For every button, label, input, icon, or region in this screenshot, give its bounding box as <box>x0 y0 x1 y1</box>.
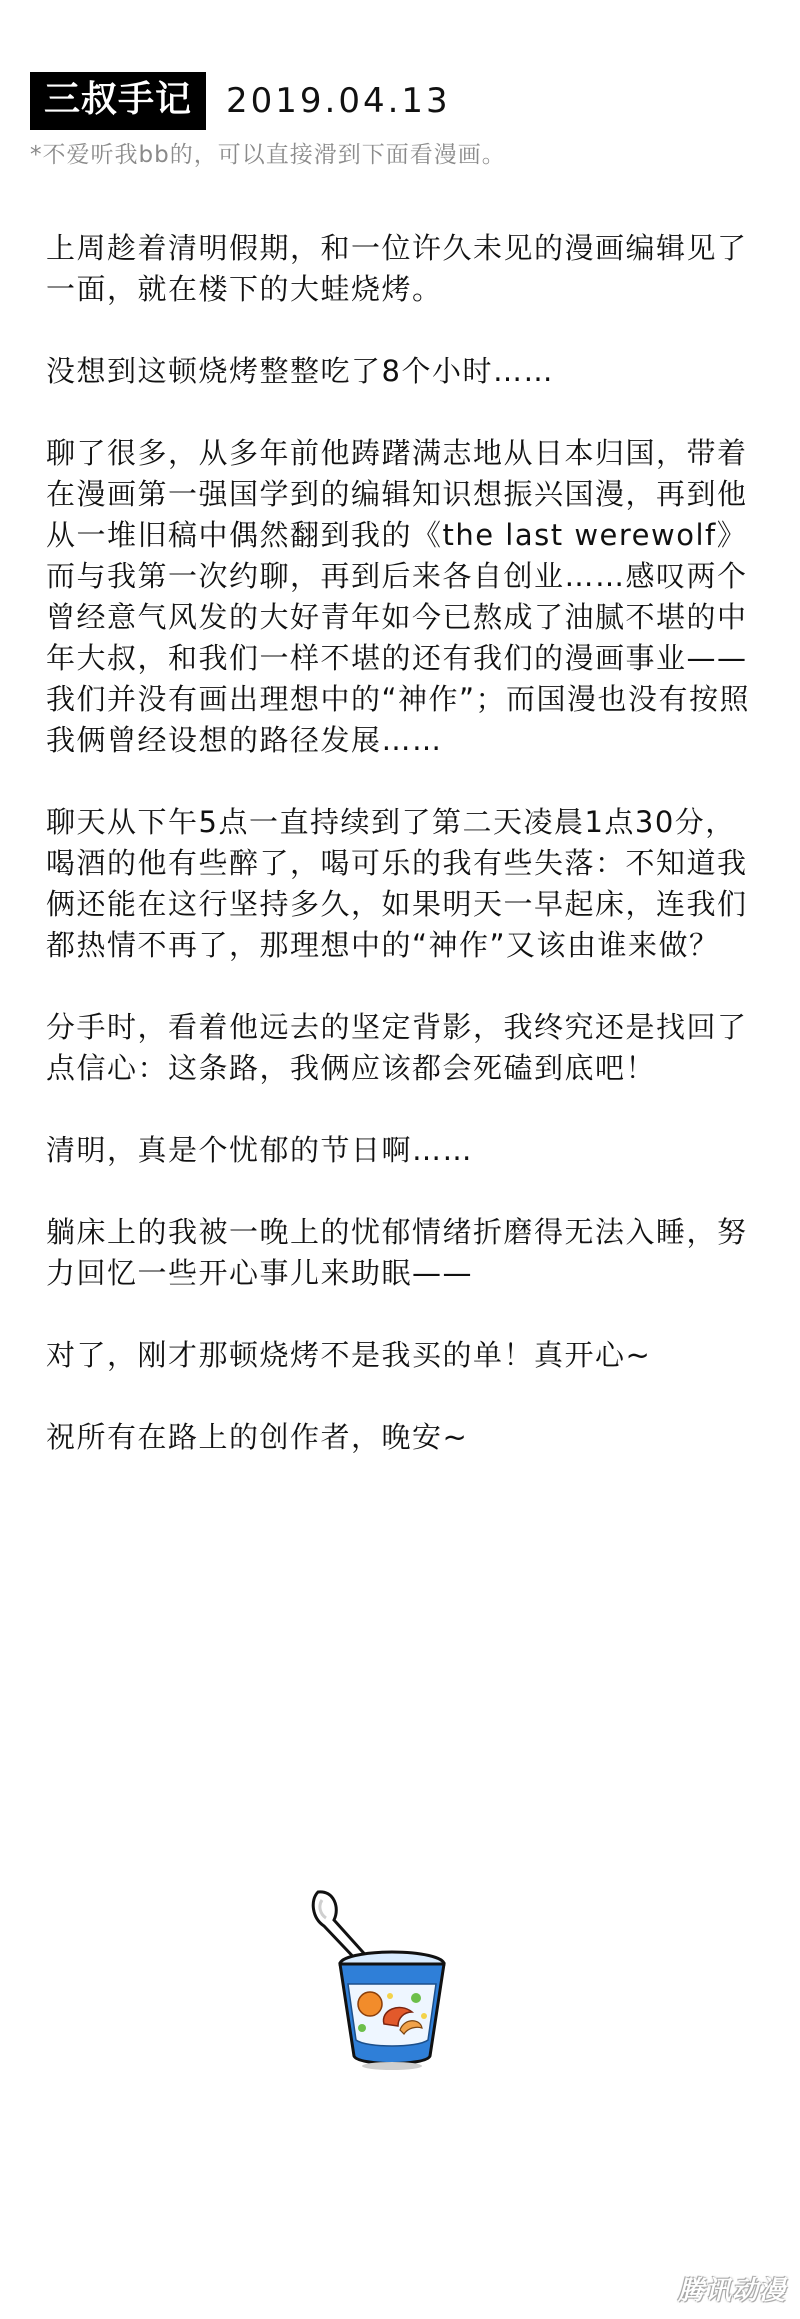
column-title: 三叔手记 <box>30 72 206 130</box>
subtitle-note: *不爱听我bb的，可以直接滑到下面看漫画。 <box>30 142 506 168</box>
paragraph: 对了，刚才那顿烧烤不是我买的单！真开心~ <box>46 1338 652 1372</box>
page-header <box>30 72 451 130</box>
paragraph: 躺床上的我被一晚上的忧郁情绪折磨得无法入睡，努力回忆一些开心事儿来助眠—— <box>46 1215 748 1290</box>
post-date: 2019.04.13 <box>226 81 451 121</box>
paragraph: 分手时，看着他远去的坚定背影，我终究还是找回了点信心：这条路，我俩应该都会死磕到底吧！ <box>46 1010 748 1085</box>
paragraph: 聊了很多，从多年前他踌躇满志地从日本归国，带着在漫画第一强国学到的编辑知识想振兴国漫，再到他从一堆旧稿中偶然翻到我的《the last werewolf》而与我第一次约聊，再到后来各自创业……感叹两个曾经意气风发的大好青年如今已熬成了油腻不堪的中年大叔，和我们一样不堪的还有我们的漫画事业——我们并没有画出理想中的“神作”；而国漫也没有按照我俩曾经设想的路径发展…… <box>46 436 751 757</box>
instant-noodle-cup-icon <box>300 1880 460 2080</box>
paragraph: 上周趁着清明假期，和一位许久未见的漫画编辑见了一面，就在楼下的大蛙烧烤。 <box>46 231 748 306</box>
paragraph: 祝所有在路上的创作者，晚安~ <box>46 1420 469 1454</box>
paragraph: 聊天从下午5点一直持续到了第二天凌晨1点30分，喝酒的他有些醉了，喝可乐的我有些失落：不知道我俩还能在这行坚持多久，如果明天一早起床，连我们都热情不再了，那理想中的“神作”又该由谁来做？ <box>46 805 748 962</box>
paragraph: 没想到这顿烧烤整整吃了8个小时…… <box>46 354 554 388</box>
article-body <box>46 228 766 1499</box>
paragraph: 清明，真是个忧郁的节日啊…… <box>46 1133 474 1167</box>
site-watermark: 腾讯动漫 <box>677 2276 786 2306</box>
